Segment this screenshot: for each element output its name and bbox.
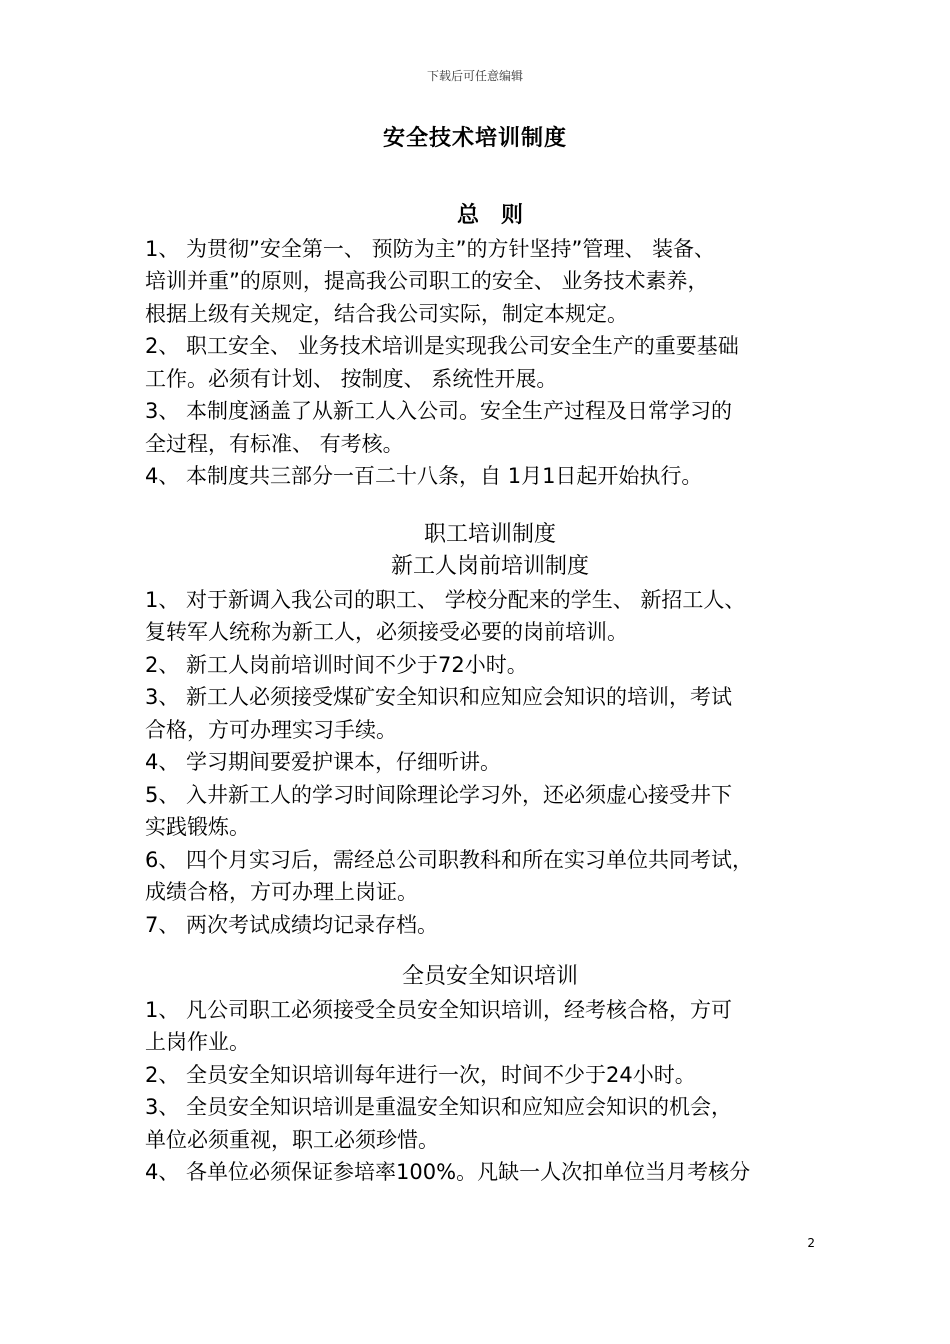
paragraph-line: 7、 两次考试成绩均记录存档。 bbox=[145, 912, 439, 937]
safety-training-items bbox=[145, 994, 835, 1189]
paragraph-line: 3、 全员安全知识培训是重温安全知识和应知应会知识的机会， bbox=[145, 1095, 733, 1119]
paragraph-line: 3、 本制度涵盖了从新工人入公司。安全生产过程及日常学习的 bbox=[145, 399, 733, 423]
spacer bbox=[145, 493, 835, 519]
paragraph-line: 全过程，有标准、 有考核。 bbox=[145, 431, 404, 456]
document-title: 安全技术培训制度 bbox=[382, 126, 567, 151]
document-body bbox=[145, 200, 835, 1189]
paragraph-line: 4、 各单位必须保证参培率100%。凡缺一人次扣单位当月考核分 bbox=[145, 1160, 751, 1184]
section-heading-staff-training: 职工培训制度 bbox=[423, 521, 556, 547]
paragraph-line: 5、 入井新工人的学习时间除理论学习外，还必须虚心接受井下 bbox=[145, 782, 733, 807]
general-items bbox=[145, 233, 835, 493]
paragraph-line: 合格，方可办理实习手续。 bbox=[145, 717, 397, 742]
staff-training-items bbox=[145, 584, 835, 942]
paragraph-line: 2、 新工人岗前培训时间不少于72小时。 bbox=[145, 652, 528, 677]
header-note: 下载后可任意编辑 bbox=[426, 69, 523, 83]
paragraph-line: 工作。必须有计划、 按制度、 系统性开展。 bbox=[145, 366, 558, 391]
paragraph-line: 4、 本制度共三部分一百二十八条，自 1月1日起开始执行。 bbox=[145, 464, 703, 488]
paragraph-line: 上岗作业。 bbox=[145, 1030, 250, 1054]
paragraph-line: 实践锻炼。 bbox=[145, 815, 250, 839]
paragraph-line: 培训并重”的原则，提高我公司职工的安全、 业务技术素养， bbox=[145, 269, 709, 293]
paragraph-line: 成绩合格，方可办理上岗证。 bbox=[145, 880, 418, 904]
paragraph-line: 2、 职工安全、 业务技术培训是实现我公司安全生产的重要基础 bbox=[145, 334, 739, 358]
page-number: 2 bbox=[807, 1236, 815, 1250]
section-heading-safety-training: 全员安全知识培训 bbox=[401, 964, 578, 989]
paragraph-line: 4、 学习期间要爱护课本，仔细听讲。 bbox=[145, 750, 502, 774]
subsection-heading-new-worker: 新工人岗前培训制度 bbox=[390, 554, 589, 579]
spacer bbox=[145, 941, 835, 961]
paragraph-line: 复转军人统称为新工人，必须接受必要的岗前培训。 bbox=[145, 620, 628, 644]
paragraph-line: 1、 对于新调入我公司的职工、 学校分配来的学生、 新招工人、 bbox=[145, 587, 746, 612]
paragraph-line: 单位必须重视，职工必须珍惜。 bbox=[145, 1127, 439, 1152]
paragraph-line: 根据上级有关规定，结合我公司实际，制定本规定。 bbox=[145, 301, 628, 326]
paragraph-line: 2、 全员安全知识培训每年进行一次，时间不少于24小时。 bbox=[145, 1062, 696, 1087]
paragraph-line: 1、 为贯彻”安全第一、 预防为主”的方针坚持”管理、 装备、 bbox=[145, 236, 716, 261]
section-heading-general: 总则 bbox=[456, 203, 545, 228]
paragraph-line: 1、 凡公司职工必须接受全员安全知识培训，经考核合格，方可 bbox=[145, 997, 733, 1022]
paragraph-line: 3、 新工人必须接受煤矿安全知识和应知应会知识的培训，考试 bbox=[145, 685, 733, 709]
paragraph-line: 6、 四个月实习后，需经总公司职教科和所在实习单位共同考试， bbox=[145, 847, 754, 872]
